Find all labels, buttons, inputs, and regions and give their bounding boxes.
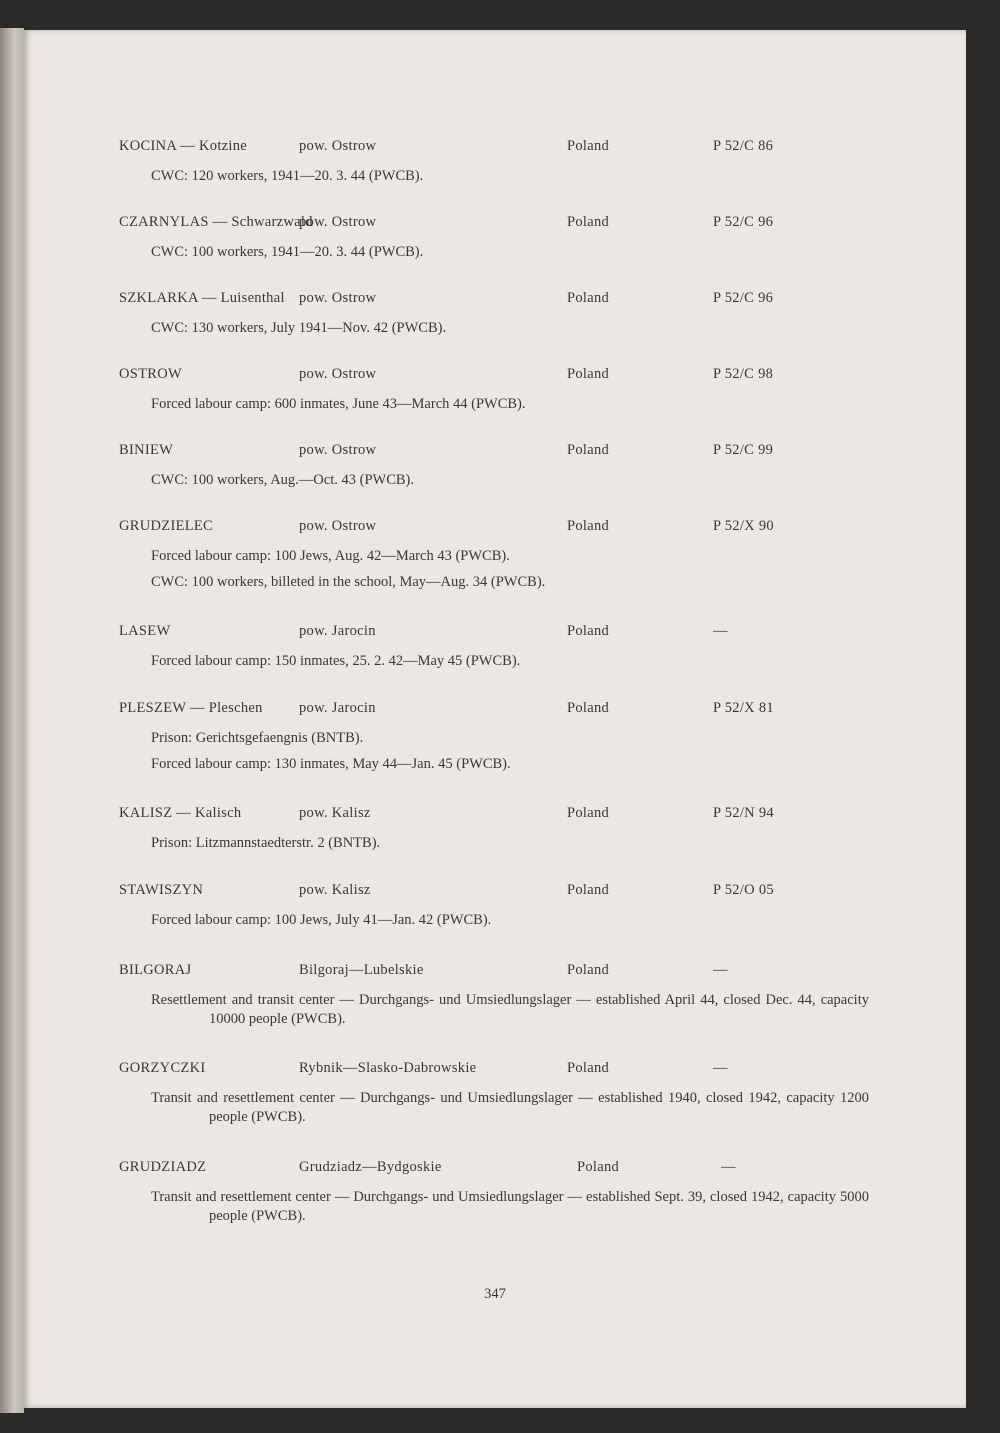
place-name: BILGORAJ	[119, 962, 192, 978]
district: pow. Jarocin	[299, 700, 376, 716]
map-reference: P 52/X 81	[713, 700, 774, 716]
district: pow. Ostrow	[299, 442, 377, 458]
place-name: GRUDZIELEC	[119, 518, 214, 534]
entry-kocina	[24, 138, 966, 186]
country: Poland	[567, 962, 610, 978]
entry-ostrow	[24, 366, 966, 414]
country: Poland	[567, 700, 610, 716]
entry-czarnylas	[24, 214, 966, 262]
entry-header	[24, 518, 966, 540]
entry-header	[24, 214, 966, 236]
map-reference: P 52/C 98	[713, 366, 774, 382]
country: Poland	[567, 805, 610, 821]
entry-detail: CWC: 100 workers, 1941—20. 3. 44 (PWCB).	[151, 244, 424, 260]
district: Grudziadz—Bydgoskie	[299, 1159, 442, 1175]
entry-grudzielec	[24, 518, 966, 592]
district: pow. Ostrow	[299, 138, 377, 154]
entry-detail: Forced labour camp: 600 inmates, June 43—March 44 (PWCB).	[151, 396, 526, 412]
district: Rybnik—Slasko-Dabrowskie	[299, 1060, 477, 1076]
entry-detail: Prison: Gerichtsgefaengnis (BNTB).	[151, 730, 364, 746]
district: pow. Kalisz	[299, 805, 371, 821]
entry-detail: CWC: 120 workers, 1941—20. 3. 44 (PWCB).	[151, 168, 424, 184]
entry-bilgoraj	[24, 962, 966, 1029]
entry-detail: Resettlement and transit center — Durchgangs- und Umsiedlungslager — established April 44, closed Dec. 44, capacity 10000 people (PWCB).	[151, 992, 869, 1027]
map-reference: —	[721, 1159, 736, 1175]
entry-detail: CWC: 100 workers, Aug.—Oct. 43 (PWCB).	[151, 472, 414, 488]
document-page	[24, 30, 966, 1408]
country: Poland	[567, 882, 610, 898]
entry-header	[24, 1159, 966, 1181]
district: pow. Ostrow	[299, 214, 377, 230]
entry-header	[24, 623, 966, 645]
entry-header	[24, 138, 966, 160]
country: Poland	[567, 138, 610, 154]
district: pow. Jarocin	[299, 623, 376, 639]
place-name: CZARNYLAS — Schwarzwald	[119, 214, 313, 230]
country: Poland	[567, 1060, 610, 1076]
entry-detail: Forced labour camp: 130 inmates, May 44—Jan. 45 (PWCB).	[151, 756, 511, 772]
district: pow. Ostrow	[299, 518, 377, 534]
entry-grudziadz	[24, 1159, 966, 1226]
country: Poland	[567, 290, 610, 306]
entry-header	[24, 882, 966, 904]
country: Poland	[577, 1159, 620, 1175]
district: Bilgoraj—Lubelskie	[299, 962, 424, 978]
district: pow. Ostrow	[299, 290, 377, 306]
place-name: BINIEW	[119, 442, 174, 458]
entry-header	[24, 366, 966, 388]
place-name: STAWISZYN	[119, 882, 204, 898]
entry-header	[24, 442, 966, 464]
entry-detail: Forced labour camp: 100 Jews, July 41—Jan. 42 (PWCB).	[151, 912, 492, 928]
map-reference: P 52/C 99	[713, 442, 774, 458]
map-reference: P 52/O 05	[713, 882, 774, 898]
book-spine-edge	[0, 28, 24, 1413]
map-reference: P 52/N 94	[713, 805, 774, 821]
district: pow. Kalisz	[299, 882, 371, 898]
entry-detail: Forced labour camp: 100 Jews, Aug. 42—March 43 (PWCB).	[151, 548, 510, 564]
entry-detail: Forced labour camp: 150 inmates, 25. 2. 42—May 45 (PWCB).	[151, 653, 521, 669]
entry-szklarka	[24, 290, 966, 338]
place-name: KOCINA — Kotzine	[119, 138, 248, 154]
place-name: GRUDZIADZ	[119, 1159, 207, 1175]
map-reference: —	[713, 962, 728, 978]
place-name: LASEW	[119, 623, 171, 639]
entry-header	[24, 290, 966, 312]
map-reference: —	[713, 1060, 728, 1076]
entry-header	[24, 962, 966, 984]
map-reference: P 52/C 96	[713, 290, 774, 306]
entry-detail: Transit and resettlement center — Durchgangs- und Umsiedlungslager — established Sept. 39, closed 1942, capacity 5000 people (PWCB).	[151, 1189, 869, 1224]
entry-header	[24, 805, 966, 827]
place-name: KALISZ — Kalisch	[119, 805, 242, 821]
map-reference: P 52/X 90	[713, 518, 774, 534]
page-number: 347	[484, 1286, 506, 1302]
entry-pleszew	[24, 700, 966, 774]
country: Poland	[567, 442, 610, 458]
entry-detail: CWC: 100 workers, billeted in the school, May—Aug. 34 (PWCB).	[151, 574, 546, 590]
district: pow. Ostrow	[299, 366, 377, 382]
entry-header	[24, 700, 966, 722]
map-reference: P 52/C 96	[713, 214, 774, 230]
country: Poland	[567, 214, 610, 230]
entry-detail: CWC: 130 workers, July 1941—Nov. 42 (PWCB).	[151, 320, 447, 336]
place-name: SZKLARKA — Luisenthal	[119, 290, 285, 306]
entry-kalisz	[24, 805, 966, 853]
entry-detail: Prison: Litzmannstaedterstr. 2 (BNTB).	[151, 835, 381, 851]
place-name: GORZYCZKI	[119, 1060, 206, 1076]
entry-biniew	[24, 442, 966, 490]
entry-stawiszyn	[24, 882, 966, 930]
place-name: PLESZEW — Pleschen	[119, 700, 263, 716]
place-name: OSTROW	[119, 366, 183, 382]
map-reference: —	[713, 623, 728, 639]
entry-detail: Transit and resettlement center — Durchgangs- und Umsiedlungslager — established 1940, closed 1942, capacity 1200 people (PWCB).	[151, 1090, 869, 1125]
entry-gorzyczki	[24, 1060, 966, 1127]
map-reference: P 52/C 86	[713, 138, 774, 154]
country: Poland	[567, 518, 610, 534]
entry-header	[24, 1060, 966, 1082]
country: Poland	[567, 623, 610, 639]
country: Poland	[567, 366, 610, 382]
entry-lasew	[24, 623, 966, 671]
